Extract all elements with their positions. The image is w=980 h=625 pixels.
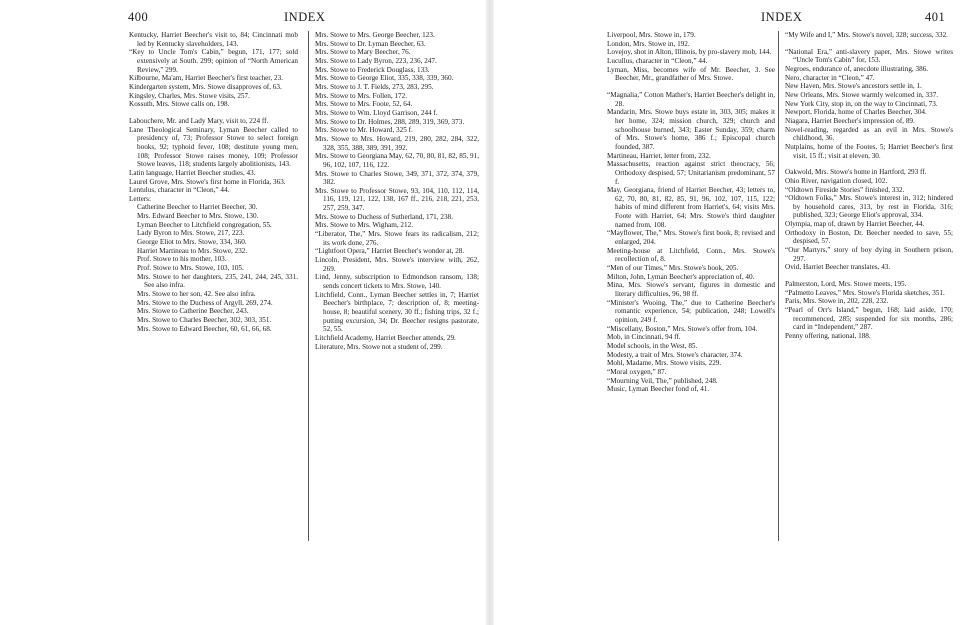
- entry-spacer: [607, 83, 775, 91]
- index-entry: Mandarin, Mrs. Stowe buys estate in, 303, 305; makes it her home, 324; mission church, 329; church and schoolhouse burned, 343; Easter Sunday, 359; charm of Mrs. Stowe's home, 386 f.; Episcopal church founded, 387.: [607, 108, 775, 151]
- index-entry: Mrs. Stowe to Mrs. George Beecher, 123.: [315, 31, 435, 39]
- index-entry: Mrs. Stowe to Mrs. Howard, 219, 280, 282, 284, 322, 328, 355, 388, 389, 391, 392.: [315, 134, 479, 152]
- index-entry: Mrs. Stowe to Wm. Lloyd Garrison, 244 f.: [315, 108, 438, 117]
- entry-spacer: [785, 40, 953, 48]
- index-entry: Novel-reading, regarded as an evil in Mrs. Stowe's childhood, 36.: [785, 125, 953, 143]
- index-entry: Labouchere, Mr. and Lady Mary, visit to, 224 ff.: [129, 116, 269, 125]
- index-entry: “Magnalia,” Cotton Mather's, Harriet Beecher's delight in, 28.: [607, 90, 775, 108]
- index-entry: “My Wife and I,” Mrs. Stowe's novel, 328; success, 332.: [785, 31, 948, 39]
- index-entry: Massachusetts, reaction against strict theocracy, 56; Orthodoxy despised, 57; Unitarianism predominant, 57 f.: [607, 160, 775, 186]
- index-entry: “Mayflower, The,” Mrs. Stowe's first book, 8; revised and enlarged, 204.: [607, 229, 775, 247]
- index-subentry: Mrs. Stowe to the Duchess of Argyll, 269, 274.: [137, 298, 273, 307]
- index-entry: Mrs. Stowe to J. T. Fields, 273, 283, 295.: [315, 82, 434, 91]
- page-title: INDEX: [761, 10, 803, 24]
- index-entry: Paris, Mrs. Stowe in, 202, 228, 232.: [785, 297, 889, 306]
- index-entry: Mrs. Stowe to Duchess of Sutherland, 171, 238.: [315, 212, 453, 221]
- index-entry: Mrs. Stowe to Dr. Holmes, 288, 289, 319, 369, 373.: [315, 117, 465, 126]
- index-entry: Milton, John, Lyman Beecher's appreciation of, 40.: [607, 272, 755, 281]
- index-entry: Mrs. Stowe to Professor Stowe, 93, 104, 110, 112, 114, 116, 119, 121, 122, 138, 167 ff., 216, 218, 221, 253, 257, 259, 347.: [315, 186, 479, 213]
- index-entry: Letters:: [129, 194, 151, 203]
- index-entry: Kilbourne, Ma'am, Harriet Beecher's first teacher, 23.: [129, 74, 283, 83]
- index-subentry: Mrs. Stowe to Charles Beecher, 302, 303, 351.: [137, 316, 272, 324]
- index-entry: “Liberator, The,” Mrs. Stowe fears its radicalism, 212; its work done, 276.: [315, 230, 479, 247]
- index-entry: Nutplains, home of the Footes, 5; Harriet Beecher's first visit, 15 ff.; visit at eleven, 30.: [785, 142, 953, 160]
- index-column: [785, 31, 953, 621]
- index-entry: Litchfield Academy, Harriet Beecher attends, 29.: [315, 333, 456, 342]
- index-entry: Mrs. Stowe to Mary Beecher, 76.: [315, 48, 411, 57]
- index-subentry: Catherine Beecher to Harriet Beecher, 30.: [137, 203, 258, 212]
- index-entry: “Pearl of Orr's Island,” begun, 168; laid aside, 170; recommenced, 285; suspended for six months, 286; card in “Independent,” 287.: [785, 306, 953, 332]
- index-entry: Kentucky, Harriet Beecher's visit to, 84; Cincinnati mob led by Kentucky slaveholders, 143.: [129, 31, 298, 48]
- index-entry: Mina, Mrs. Stowe's servant, figures in domestic and literary difficulties, 96, 98 ff.: [607, 281, 775, 299]
- index-entry: Mrs. Stowe to Lady Byron, 223, 236, 247.: [315, 56, 437, 65]
- index-entry: “Minister's Wooing, The,” due to Catherine Beecher's romantic experience, 54; publication, 248; Lowell's opinion, 249 f.: [607, 298, 775, 324]
- index-entry: Mrs. Stowe to Mr. Howard, 325 f.: [315, 126, 413, 135]
- index-entry: Olympia, map of, drawn by Harriet Beecher, 44.: [785, 220, 925, 229]
- index-entry: “Oldtown Fireside Stories” finished, 332.: [785, 185, 905, 194]
- index-entry: Palmerston, Lord, Mrs. Stowe meets, 195.: [785, 280, 907, 289]
- index-entry: “Men of our Times,” Mrs. Stowe's book, 205.: [607, 264, 739, 273]
- column-divider: [308, 31, 309, 541]
- index-entry: “Key to Uncle Tom's Cabin,” begun, 171, 177; sold extensively at South. 299; opinion of “North American Review,” 299.: [129, 48, 298, 74]
- index-entry: “Palmetto Leaves,” Mrs. Stowe's Florida sketches, 351.: [785, 288, 945, 297]
- index-subentry: Mrs. Edward Beecher to Mrs. Stowe, 130.: [137, 212, 259, 221]
- index-entry: Mrs. Stowe to Georgiana May, 62, 70, 80, 81, 82, 85, 91, 96, 102, 107, 116, 122.: [315, 152, 479, 169]
- index-entry: Kossuth, Mrs. Stowe calls on, 198.: [129, 100, 230, 109]
- page-title: INDEX: [284, 10, 326, 24]
- index-subentry: Lady Byron to Mrs. Stowe, 217, 223.: [137, 229, 245, 238]
- index-entry: “Lightfoot Opera,” Harriet Beecher's wonder at, 28.: [315, 247, 465, 256]
- index-entry: Martineau, Harriet, letter from, 232.: [607, 151, 711, 160]
- index-entry: Mrs. Stowe to Mrs. Wigham, 212.: [315, 221, 414, 230]
- index-subentry: Mrs. Stowe to Catherine Beecher, 243.: [137, 307, 249, 316]
- index-column: [315, 31, 479, 621]
- column-divider: [778, 31, 779, 541]
- entry-spacer: [785, 272, 953, 280]
- index-entry: Niagara, Harriet Beecher's impression of, 89.: [785, 116, 915, 125]
- index-entry: May, Georgiana, friend of Harriet Beecher, 43; letters to, 62, 70, 80, 81, 82, 85, 91, 96, 102, 107, 115, 122; habits of mind different from Harriet's, 64; visits Mrs. Foote with Harriet, 64; Mrs. Stowe's third daughter named from, 108.: [607, 186, 775, 229]
- index-entry: Orthodoxy in Boston, Dr. Beecher needed to save, 55; despised, 57.: [785, 228, 953, 246]
- index-entry: Lane Theological Seminary, Lyman Beecher called to presidency of, 73; Professor Stowe to select foreign books, 92; typhoid fever, 108; destitute young men, 108; Professor Stowe raises money, 109; Professor Stowe leaves, 118; students largely abolitionists, 143.: [129, 125, 298, 169]
- index-subentry: George Eliot to Mrs. Stowe, 334, 360.: [137, 238, 247, 247]
- right-page: [492, 0, 980, 625]
- index-entry: Penny offering, national, 188.: [785, 332, 871, 340]
- index-subentry: Prof. Stowe to his mother, 103.: [137, 255, 227, 264]
- index-entry: “Moral oxygen,” 87.: [607, 367, 667, 376]
- index-entry: Oakwold, Mrs. Stowe's home in Hartford, 293 ff.: [785, 168, 927, 177]
- index-entry: Lovejoy, shot in Alton, Illinois, by pro-slavery mob, 144.: [607, 48, 772, 57]
- index-subentry: Harriet Martineau to Mrs. Stowe, 232.: [137, 246, 248, 255]
- index-subentry: Lyman Beecher to Litchfield congregation, 55.: [137, 220, 272, 229]
- index-entry: Liverpool, Mrs. Stowe in, 179.: [607, 31, 696, 39]
- index-entry: Nero, character in “Cleon,” 47.: [785, 73, 875, 82]
- index-entry: Negroes, endurance of, anecdote illustrating, 386.: [785, 64, 929, 73]
- index-entry: Mrs. Stowe to Dr. Lyman Beecher, 63.: [315, 39, 426, 48]
- index-entry: Lyman, Miss, becomes wife of Mr. Beecher, 3. See Beecher, Mr., grandfather of Mrs. Stowe.: [607, 65, 775, 83]
- index-entry: “Miscellany, Boston,” Mrs. Stowe's offer from, 104.: [607, 324, 758, 333]
- index-entry: Latin language, Harriet Beecher studies, 43.: [129, 168, 256, 177]
- index-entry: Ohio River, navigation closed, 102.: [785, 176, 888, 185]
- index-column: [129, 31, 298, 621]
- index-entry: Meeting-house at Litchfield, Conn., Mrs. Stowe's recollection of, 8.: [607, 246, 775, 264]
- index-entry: “Oldtown Folks,” Mrs. Stowe's interest in, 312; hindered by household cares, 313, by rest in Florida, 316; published, 323; George Eliot's approval, 334.: [785, 194, 953, 220]
- page-number: 400: [128, 10, 149, 24]
- index-entry: Lucullus, character in “Cleon,” 44.: [607, 56, 708, 65]
- index-entry: Kindergarten system, Mrs. Stowe disapproves of, 63.: [129, 82, 282, 91]
- index-entry: Mrs. Stowe to George Eliot, 335, 338, 339, 360.: [315, 74, 454, 83]
- index-subentry: Prof. Stowe to Mrs. Stowe, 103, 105.: [137, 264, 244, 273]
- index-entry: London, Mrs. Stowe in, 192.: [607, 39, 690, 48]
- index-entry: Music, Lyman Beecher fond of, 41.: [607, 385, 710, 394]
- index-entry: Literature, Mrs. Stowe not a student of, 299.: [315, 342, 443, 351]
- index-entry: New Haven, Mrs. Stowe's ancestors settle in, 1.: [785, 82, 922, 91]
- index-entry: “National Era,” anti-slavery paper, Mrs. Stowe writes “Uncle Tom's Cabin” for, 153.: [785, 47, 953, 65]
- index-entry: Lentulus, character in “Cleon,” 44.: [129, 186, 230, 195]
- index-column: [607, 31, 775, 621]
- index-entry: Ovid, Harriet Beecher translates, 43.: [785, 263, 891, 272]
- index-entry: Laurel Grove, Mrs. Stowe's first home in Florida, 363.: [129, 177, 286, 186]
- index-entry: Modesty, a trait of Mrs. Stowe's character, 374.: [607, 350, 743, 359]
- entry-spacer: [129, 109, 298, 117]
- index-entry: Model schools, in the West, 85.: [607, 341, 698, 350]
- index-entry: Newport, Florida, home of Charles Beecher, 304.: [785, 108, 927, 117]
- index-entry: Mob, in Cincinnati, 94 ff.: [607, 333, 681, 342]
- index-entry: Mrs. Stowe to Mrs. Follen, 172.: [315, 91, 408, 100]
- index-entry: “Our Martyrs,” story of boy dying in Southern prison, 297.: [785, 246, 953, 263]
- index-entry: New York City, stop in, on the way to Cincinnati, 73.: [785, 99, 938, 108]
- index-entry: Mrs. Stowe to Charles Stowe, 349, 371, 372, 374, 379, 382.: [315, 169, 479, 187]
- index-entry: Kingsley, Charles, Mrs. Stowe visits, 257.: [129, 91, 250, 100]
- index-entry: New Orleans, Mrs. Stowe warmly welcomed in, 337.: [785, 90, 939, 99]
- index-subentry: Mrs. Stowe to Edward Beecher, 60, 61, 66, 68.: [137, 324, 272, 333]
- left-page: [0, 0, 488, 625]
- entry-spacer: [785, 160, 953, 168]
- index-entry: Mrs. Stowe to Frederick Douglass, 133.: [315, 65, 430, 74]
- index-subentry: Mrs. Stowe to her son, 42. See also infra.: [137, 290, 256, 299]
- index-entry: Litchfield, Conn., Lyman Beecher settles in, 7; Harriet Beecher's birthplace, 7; description of, 8; meeting-house, 8; beautiful scenery, 30 ff.; fishing trips, 32 f.; putting excursion, 34; Dr. Beecher resigns pastorate, 52, 55.: [315, 290, 479, 334]
- index-entry: Mrs. Stowe to Mrs. Foote, 52, 64.: [315, 100, 413, 109]
- page-number: 401: [925, 10, 946, 24]
- index-subentry: Mrs. Stowe to her daughters, 235, 241, 244, 245, 331. See also infra.: [137, 272, 298, 290]
- index-entry: “Mourning Veil, The,” published, 248.: [607, 376, 718, 385]
- index-entry: Lind, Jenny, subscription to Edmondson ransom, 138; sends concert tickets to Mrs. Stowe, 140.: [315, 273, 479, 291]
- index-entry: Lincoln, President, Mrs. Stowe's interview with, 262, 269.: [315, 256, 479, 273]
- index-entry: Mohl, Madame, Mrs. Stowe visits, 229.: [607, 359, 722, 368]
